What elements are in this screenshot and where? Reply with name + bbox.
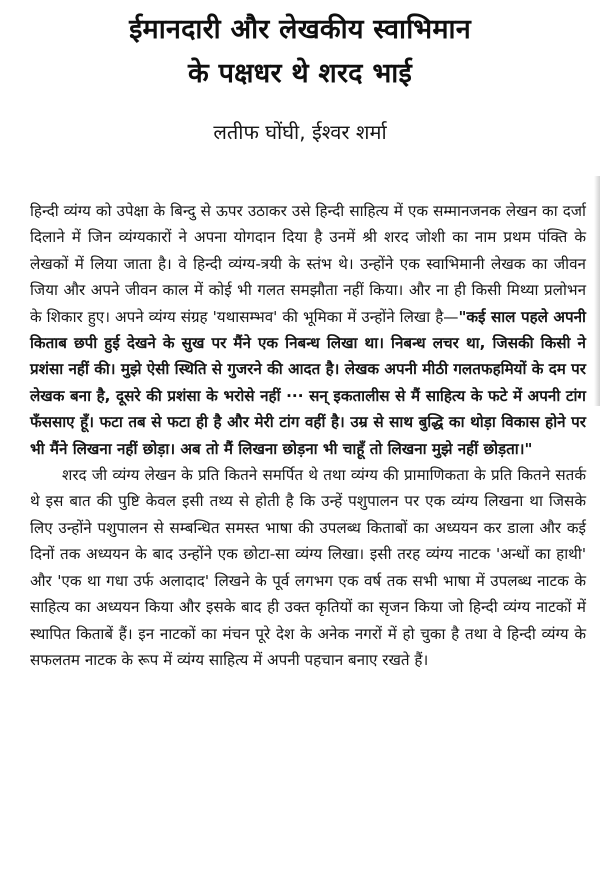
article-body (30, 198, 586, 673)
paragraph-1-intro: हिन्दी व्यंग्य को उपेक्षा के बिन्दु से ऊपर उठाकर उसे हिन्दी साहित्य में एक सम्मानजनक लेखन का दर्जा दिलाने में जिन व्यंग्यकारों ने अपना योगदान दिया है उनमें श्री शरद जोशी का नाम प्रथम पंक्ति के लेखकों में लिया जाता है। वे हिन्दी व्यंग्य-त्रयी के स्तंभ थे। उन्होंने एक स्वाभिमानी लेखक का जीवन जिया और अपने जीवन काल में कोई भी गलत समझौता नहीं किया। और ना ही किसी मिथ्या प्रलोभन के शिकार हुए। अपने व्यंग्य संग्रह 'यथासम्भव' की भूमिका में उन्होंने लिखा है— (30, 202, 586, 326)
paragraph-1-quote: "कई साल पहले अपनी किताब छपी हुई देखने के सुख पर मैंने एक निबन्ध लिखा था। निबन्ध लचर था, जिसकी किसी ने प्रशंसा नहीं की। मुझे ऐसी स्थिति से गुजरने की आदत है। लेखक अपनी मीठी गलतफहमियों के दम पर लेखक बना है, दूसरे की प्रशंसा के भरोसे नहीं ··· सन् इकतालीस से मैं साहित्य के फटे में अपनी टांग फँससाए हूँ। फटा तब से फटा ही है और मेरी टांग वहीं है। उम्र से साथ बुद्धि का थोड़ा विकास होने पर भी मैंने लिखना नहीं छोड़ा। अब तो मैं लिखना छोड़ना भी चाहूँ तो लिखना मुझे नहीं छोड़ता।" (30, 307, 586, 458)
title-line-1: ईमानदारी और लेखकीय स्वाभिमान (129, 14, 471, 45)
article-title (0, 8, 600, 96)
title-line-2: के पक्षधर थे शरद भाई (188, 58, 412, 89)
page-edge-shadow (594, 176, 600, 406)
paragraph-2: शरद जी व्यंग्य लेखन के प्रति कितने समर्पित थे तथा व्यंग्य की प्रामाणिकता के प्रति कितने सतर्क थे इस बात की पुष्टि केवल इसी तथ्य से होती है कि उन्हें पशुपालन पर एक व्यंग्य लिखना था जिसके लिए उन्होंने पशुपालन से सम्बन्धित समस्त भाषा की उपलब्ध किताबों का अध्ययन कर डाला और कई दिनों तक अध्ययन के बाद उन्होंने एक छोटा-सा व्यंग्य लिखा। इसी तरह व्यंग्य नाटक 'अन्धों का हाथी' और 'एक था गधा उर्फ अलादाद' लिखने के पूर्व लगभग एक वर्ष तक सभी भाषा में उपलब्ध नाटक के साहित्य का अध्ययन किया और इसके बाद ही उक्त कृतियों का सृजन किया जो हिन्दी व्यंग्य नाटकों में स्थापित किताबें हैं। इन नाटकों का मंचन पूरे देश के अनेक नगरों में हो चुका है तथा वे हिन्दी व्यंग्य के सफलतम नाटक के रूप में व्यंग्य साहित्य में अपनी पहचान बनाए रखते हैं। (30, 466, 586, 669)
paragraph-1 (30, 198, 586, 462)
author-byline: लतीफ घोंघी, ईश्वर शर्मा (213, 120, 387, 144)
